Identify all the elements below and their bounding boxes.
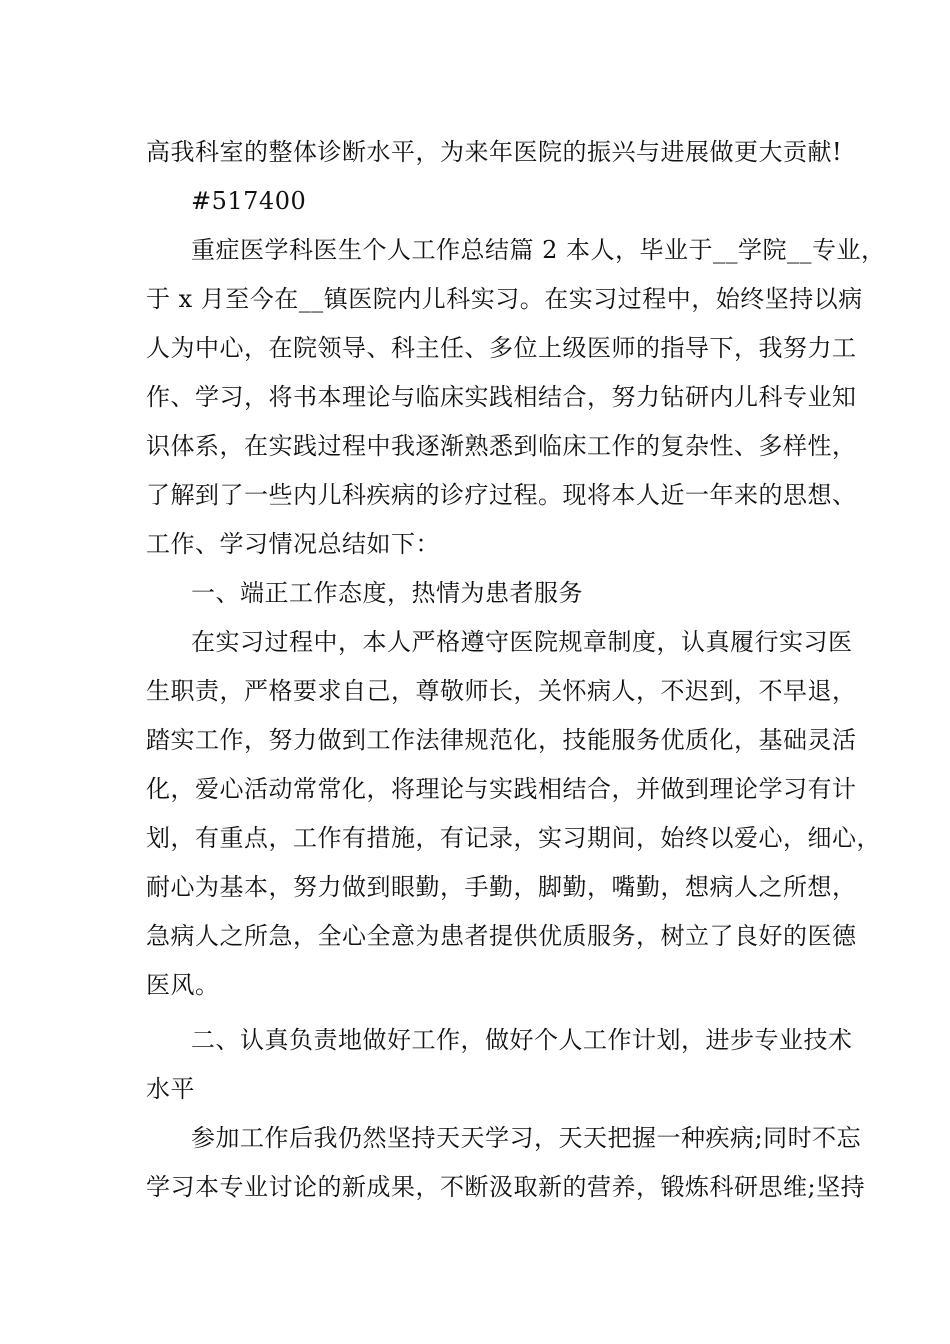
text-line: 于 x 月至今在__镇医院内儿科实习。在实习过程中，始终坚持以病 [146,285,863,313]
text-line: 识体系，在实践过程中我逐渐熟悉到临床工作的复杂性、多样性， [146,432,857,460]
section-title-paragraph-start: 重症医学科医生个人工作总结篇 2 本人，毕业于__学院__专业， [191,236,886,264]
text-line: 工作、学习情况总结如下： [146,530,440,558]
text-line: 急病人之所急，全心全意为患者提供优质服务，树立了良好的医德 [146,922,857,950]
text-line: 耐心为基本，努力做到眼勤，手勤，脚勤，嘴勤，想病人之所想， [146,873,857,901]
document-id: #517400 [191,187,307,215]
paragraph-start: 参加工作后我仍然坚持天天学习，天天把握一种疾病;同时不忘 [191,1124,862,1152]
text-line: 生职责，严格要求自己，尊敬师长，关怀病人，不迟到，不早退， [146,677,857,705]
text-line: 划，有重点，工作有措施，有记录，实习期间，始终以爱心，细心， [146,824,881,852]
text-line: 化，爱心活动常常化，将理论与实践相结合，并做到理论学习有计 [146,775,857,803]
text-line: 了解到了一些内儿科疾病的诊疗过程。现将本人近一年来的思想、 [146,481,857,509]
text-line: 踏实工作，努力做到工作法律规范化，技能服务优质化，基础灵活 [146,726,857,754]
section-heading-1: 一、端正工作态度，热情为患者服务 [191,579,583,607]
section-heading-2: 二、认真负责地做好工作，做好个人工作计划，进步专业技术 [191,1026,853,1054]
text-line: 学习本专业讨论的新成果，不断汲取新的营养，锻炼科研思维;坚持 [146,1173,866,1201]
text-line: 人为中心，在院领导、科主任、多位上级医师的指导下，我努力工 [146,334,857,362]
text-line: 医风。 [146,971,220,999]
text-line: 高我科室的整体诊断水平，为来年医院的振兴与进展做更大贡献! [146,138,843,166]
text-line: 作、学习，将书本理论与临床实践相结合，努力钻研内儿科专业知 [146,383,857,411]
section-heading-2-continued: 水平 [146,1075,195,1103]
paragraph-start: 在实习过程中，本人严格遵守医院规章制度，认真履行实习医 [191,628,853,656]
